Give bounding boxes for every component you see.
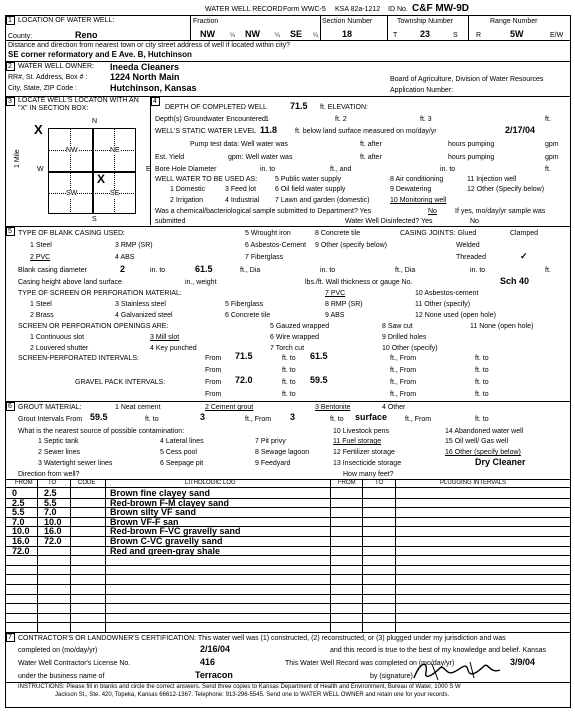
compass-e: E — [146, 166, 151, 173]
openings-label: SCREEN OR PERFORATION OPENINGS ARE: — [18, 323, 169, 330]
screen-11[interactable]: 11 Other (specify) — [415, 301, 471, 308]
log-row-line — [5, 622, 571, 623]
pump-hours: hours pumping — [448, 141, 495, 148]
quad-nw: NW — [66, 147, 78, 154]
quarter-2: ¼ — [275, 33, 281, 39]
true-text: and this record is true to the best of my knowledge and belief. Kansas — [330, 647, 546, 654]
township-t: T — [393, 32, 398, 39]
section-5-number: 5 — [8, 228, 12, 235]
quad-ne: NE — [110, 147, 120, 154]
contam-13[interactable]: 13 Insecticide storage — [333, 460, 402, 467]
submitted-label: submitted — [155, 218, 186, 225]
joints-clamped[interactable]: Clamped — [510, 230, 539, 237]
casing-label: TYPE OF BLANK CASING USED: — [18, 230, 125, 237]
gp-from[interactable]: 72.0 — [235, 375, 253, 385]
screen-12[interactable]: 12 None used (open hole) — [415, 312, 496, 319]
grout-ft-to-3: ft. to — [475, 416, 489, 423]
use-8[interactable]: 8 Air conditioning — [390, 176, 444, 183]
grout-1[interactable]: 1 Neat cement — [115, 404, 161, 411]
gauge-value[interactable]: Sch 40 — [500, 276, 530, 286]
screen-9[interactable]: 9 ABS — [325, 312, 345, 319]
fraction-2[interactable]: NW — [245, 29, 260, 39]
joints-threaded[interactable]: Threaded — [456, 254, 486, 261]
use-12[interactable]: 12 Other (Specify below) — [467, 186, 545, 193]
diameter-ft-dia-2: ft., Dia — [395, 267, 416, 274]
contam-6[interactable]: 6 Seepage pit — [160, 460, 204, 467]
ksa-number: KSA 82a-1212 — [335, 6, 381, 13]
sp-ft-to: ft. to — [282, 355, 296, 362]
use-6[interactable]: 6 Oil field water supply — [275, 186, 346, 193]
joints-welded[interactable]: Welded — [456, 242, 480, 249]
pump-ft-after: ft. after — [360, 141, 382, 148]
opening-1[interactable]: 1 Continuous slot — [30, 334, 85, 341]
compass-n: N — [92, 118, 98, 125]
diameter-label: Blank casing diameter — [18, 267, 87, 274]
location-mark-2[interactable]: X — [97, 172, 106, 186]
log-row-line — [5, 536, 571, 537]
static-date[interactable]: 2/17/04 — [505, 125, 536, 135]
form-number: Form WWC-5 — [283, 6, 326, 13]
log-to[interactable]: 7.0 — [44, 507, 57, 518]
grout-4[interactable]: 4 Other — [382, 404, 406, 411]
use-11[interactable]: 11 Injection well — [467, 176, 517, 183]
log-to[interactable]: 10.0 — [44, 516, 62, 527]
contam-11[interactable]: 11 Fuel storage — [333, 438, 382, 445]
record-text: This Water Well Record was completed on (mo/day/yr) — [285, 660, 455, 667]
yield-gpm: gpm: Well water was — [228, 154, 293, 161]
locate-label: LOCATE WELL'S LOCATON WITH AN "X" IN SECTION BOX: — [18, 97, 139, 112]
diameter-ft: ft. — [545, 267, 551, 274]
application-label: Application Number: — [390, 87, 454, 94]
log-row-line — [5, 498, 571, 499]
use-9[interactable]: 9 Dewatering — [390, 186, 432, 193]
static-text: ft. below land surface measured on mo/day/yr — [295, 128, 437, 135]
instructions-line-1: INSTRUCTIONS: Please fill in blanks and circle the correct answers. Send three copies to Kansas Department of Health and Environment, Bureau of Water, 1000 S W — [18, 684, 461, 690]
log-from[interactable]: 10.0 — [12, 526, 30, 537]
gp-to[interactable]: 59.5 — [310, 375, 328, 385]
sp-ft-to-4: ft. to — [475, 367, 489, 374]
bore-in-to: in. to — [260, 166, 276, 173]
groundwater-label: Depth(s) Groundwater Encountered — [155, 116, 266, 123]
record-date[interactable]: 3/9/04 — [510, 657, 536, 667]
yield-label: Est. Yield — [155, 154, 185, 161]
log-description[interactable]: Brown fine clayey sand — [110, 488, 211, 498]
sp-ft-to-2: ft. to — [475, 355, 489, 362]
direction-label: Direction from well? — [18, 471, 80, 478]
bore-label: Bore Hole Diameter — [155, 166, 217, 173]
section-number[interactable]: 18 — [342, 29, 353, 39]
log-description[interactable]: Red-brown F-VC gravelly sand — [110, 526, 241, 537]
chem-if: If yes, mo/day/yr sample was — [455, 208, 546, 215]
casing-2[interactable]: 2 PVC — [30, 254, 51, 261]
log-header-from: FROM — [15, 480, 33, 486]
use-5[interactable]: 5 Public water supply — [275, 176, 342, 183]
opening-5[interactable]: 5 Gauzed wrapped — [270, 323, 330, 330]
use-7[interactable]: 7 Lawn and garden (domestic) — [275, 197, 370, 204]
depth-value[interactable]: 71.5 — [290, 101, 308, 111]
threaded-check[interactable]: ✓ — [520, 251, 528, 261]
diameter-to[interactable]: 61.5 — [195, 264, 213, 274]
gravel-label: GRAVEL PACK INTERVALS: — [75, 379, 166, 386]
grout-from-2[interactable]: 3 — [290, 412, 296, 422]
log-description[interactable]: Red and green-gray shale — [110, 545, 221, 556]
log-row-line — [5, 526, 571, 527]
contam-1[interactable]: 1 Septic tank — [38, 438, 79, 445]
range-ew: E/W — [550, 32, 564, 39]
log-header-to-2: TO — [375, 480, 384, 486]
section-4-number: 4 — [153, 98, 157, 105]
section-2-number: 2 — [8, 63, 12, 70]
opening-7[interactable]: 7 Torch cut — [270, 345, 305, 352]
city-value[interactable]: Hutchinson, Kansas — [110, 83, 197, 93]
diameter-ft-dia: ft., Dia — [240, 267, 261, 274]
sp-ft-from: ft., From — [390, 355, 417, 362]
opening-11[interactable]: 11 None (open hole) — [470, 323, 534, 330]
log-to[interactable]: 5.5 — [44, 497, 57, 508]
opening-4[interactable]: 4 Key punched — [150, 345, 197, 352]
log-row-line — [5, 574, 571, 575]
location-label: LOCATION OF WATER WELL: — [18, 17, 115, 24]
height-weight: in., weight — [185, 279, 217, 286]
use-2[interactable]: 2 Irrigation — [170, 197, 204, 204]
contam-other-value[interactable]: Dry Cleaner — [475, 457, 526, 467]
grout-3[interactable]: 3 Bentonite — [315, 404, 351, 411]
gp-ft-from-2: ft., From — [390, 391, 417, 398]
log-description[interactable]: Red-brown F-M clayey sand — [110, 497, 230, 508]
log-from[interactable]: 72.0 — [12, 545, 30, 556]
contam-9[interactable]: 9 Feedyard — [255, 460, 291, 467]
section-1-number: 1 — [8, 17, 12, 24]
grout-intervals-label: Grout Intervals From — [18, 416, 83, 423]
owner-label: WATER WELL OWNER: — [18, 63, 94, 70]
opening-8[interactable]: 8 Saw cut — [382, 323, 413, 330]
compass-w: W — [37, 166, 44, 173]
contam-14[interactable]: 14 Abandoned water well — [445, 428, 524, 435]
log-from[interactable]: 0 — [12, 488, 18, 498]
casing-6[interactable]: 6 Asbestos-Cement — [245, 242, 307, 249]
grout-2[interactable]: 2 Cement grout — [205, 404, 254, 411]
log-row-line — [5, 555, 571, 556]
fraction-label: Fraction — [193, 18, 219, 25]
form-title: WATER WELL RECORD — [205, 6, 283, 13]
screen-label: TYPE OF SCREEN OR PERFORATION MATERIAL: — [18, 290, 182, 297]
certification-text: CONTRACTOR'S OR LANDOWNER'S CERTIFICATION: This water well was (1) constructed, (2) reconstructed, or (3) plugged under my jurisdiction and was — [18, 635, 506, 642]
casing-3[interactable]: 3 RMP (SR) — [115, 242, 153, 249]
log-description[interactable]: Brown silty VF sand — [110, 507, 197, 518]
township-s: S — [453, 32, 458, 39]
quarter-3: ¼ — [313, 33, 319, 39]
grout-to[interactable]: 3 — [200, 412, 206, 422]
screen-5[interactable]: 5 Fiberglass — [225, 301, 264, 308]
elevation-label: ft. ELEVATION: — [320, 104, 368, 111]
casing-5[interactable]: 5 Wrought iron — [245, 230, 291, 237]
log-to[interactable]: 72.0 — [44, 536, 62, 546]
county-label: County: — [8, 33, 33, 40]
gp-ft-to: ft. to — [282, 379, 296, 386]
quarter-1: ¼ — [230, 33, 236, 39]
township-label: Township Number — [397, 18, 454, 25]
use-10[interactable]: 10 Monitoring well — [390, 197, 447, 204]
log-header-litho: LITHOLOGIC LOG — [185, 480, 236, 486]
township-number[interactable]: 23 — [420, 29, 431, 39]
pump-label: Pump test data: Well water was — [190, 141, 288, 148]
signature[interactable] — [410, 658, 505, 684]
screen-2[interactable]: 2 Brass — [30, 312, 54, 319]
location-mark-1[interactable]: X — [34, 122, 43, 137]
grout-to-2[interactable]: surface — [355, 412, 388, 422]
quad-sw: SW — [66, 190, 78, 197]
id-label: ID No. — [388, 6, 408, 13]
diameter-value[interactable]: 2 — [120, 264, 126, 274]
gp-ft-to-2: ft. to — [475, 379, 489, 386]
sp-ft-from-2: ft., From — [390, 367, 417, 374]
instructions-line-2: Jackson St., Ste. 420, Topeka, Kansas 66612-1367. Telephone: 913-296-5545. Send one to WATER WELL OWNER and retain one for your records. — [55, 692, 450, 698]
gp-from-label-2: From — [205, 391, 222, 398]
casing-4[interactable]: 4 ABS — [115, 254, 135, 261]
log-description[interactable]: Brown C-VC gravelly sand — [110, 536, 223, 546]
opening-3[interactable]: 3 Mill slot — [150, 334, 180, 341]
license-label: Water Well Contractor's License No. — [18, 660, 131, 667]
chem-no[interactable]: No — [428, 208, 437, 215]
casing-7[interactable]: 7 Fiberglass — [245, 254, 284, 261]
screen-10[interactable]: 10 Asbestos-cement — [415, 290, 479, 297]
casing-8[interactable]: 8 Concrete tile — [315, 230, 361, 237]
yield-gpm-2: gpm — [545, 154, 559, 161]
business-label: under the business name of — [18, 673, 105, 680]
howmany-label: How many feet? — [343, 471, 394, 478]
gauge-label: lbs./ft. Wall thickness or gauge No. — [305, 279, 413, 286]
yield-hours: hours pumping — [448, 154, 495, 161]
grout-from[interactable]: 59.5 — [90, 412, 108, 422]
static-value[interactable]: 11.8 — [260, 125, 278, 135]
diameter-in-to-2: in. to — [320, 267, 336, 274]
screen-6[interactable]: 6 Concrete tile — [225, 312, 271, 319]
grout-ft-to: ft. to — [145, 416, 159, 423]
contam-4[interactable]: 4 Lateral lines — [160, 438, 204, 445]
city-label: City, State, ZIP Code : — [8, 85, 77, 92]
contam-7[interactable]: 7 Pit privy — [255, 438, 286, 445]
contamination-label: What is the nearest source of possible contamination: — [18, 428, 185, 435]
grout-label: GROUT MATERIAL: — [18, 404, 82, 411]
log-row-line — [5, 517, 571, 518]
sp-from[interactable]: 71.5 — [235, 351, 253, 361]
opening-9[interactable]: 9 Drilled holes — [382, 334, 427, 341]
contam-15[interactable]: 15 Oil well/ Gas well — [445, 438, 509, 445]
bore-ft-and: ft., and — [330, 166, 352, 173]
mile-label: 1 Mile — [14, 149, 21, 168]
log-header-code: CODE — [78, 480, 96, 486]
log-row-line — [5, 584, 571, 585]
quad-se: SE — [110, 190, 120, 197]
screen-intervals-label: SCREEN-PERFORATED INTERVALS: — [18, 355, 139, 362]
sp-from-label-2: From — [205, 367, 222, 374]
log-header-plugging: PLUGGING INTERVALS — [440, 480, 507, 486]
board-text: Board of Agriculture, Division of Water Resources — [390, 76, 544, 83]
opening-10[interactable]: 10 Other (specify) — [382, 345, 438, 352]
yield-ft-after: ft. after — [360, 154, 382, 161]
opening-6[interactable]: 6 Wire wrapped — [270, 334, 320, 341]
section-6-number: 6 — [8, 403, 12, 410]
contam-12[interactable]: 12 Fertilizer storage — [333, 449, 395, 456]
section-3-number: 3 — [8, 98, 12, 105]
groundwater-3: ft. 3 — [420, 116, 432, 123]
diameter-in-to-3: in. to — [470, 267, 486, 274]
diameter-in-to: in. to — [150, 267, 166, 274]
section-number-label: Section Number — [322, 18, 373, 25]
grout-ft-from-2: ft., From — [405, 416, 432, 423]
log-row-line — [5, 594, 571, 595]
use-3[interactable]: 3 Feed lot — [225, 186, 257, 193]
groundwater-1: 1 — [265, 116, 269, 123]
gp-from-label: From — [205, 379, 222, 386]
log-row-line — [5, 507, 571, 508]
log-header-to: TO — [48, 480, 57, 486]
groundwater-2: ft. 2 — [335, 116, 347, 123]
log-row-line — [5, 565, 571, 566]
log-to[interactable]: 16.0 — [44, 526, 62, 537]
license-value[interactable]: 416 — [200, 657, 216, 667]
screen-1[interactable]: 1 Steel — [30, 301, 52, 308]
depth-label: DEPTH OF COMPLETED WELL — [165, 104, 267, 111]
screen-8[interactable]: 8 RMP (SR) — [325, 301, 363, 308]
range-number[interactable]: 5W — [510, 29, 524, 39]
id-value: C&F MW-9D — [412, 3, 470, 14]
contam-3[interactable]: 3 Watertight sewer lines — [38, 460, 113, 467]
use-4[interactable]: 4 Industrial — [225, 197, 260, 204]
section-7-number: 7 — [8, 634, 12, 641]
joints-label: CASING JOINTS: Glued — [400, 230, 477, 237]
screen-3[interactable]: 3 Stainless steel — [115, 301, 166, 308]
contam-2[interactable]: 2 Sewer lines — [38, 449, 81, 456]
log-row-line — [5, 613, 571, 614]
height-label: Casing height above land surface — [18, 279, 122, 286]
use-1[interactable]: 1 Domestic — [170, 186, 206, 193]
distance-label: Distance and direction from nearest town or city street address of well if located within city? — [8, 42, 291, 49]
range-label: Range Number — [490, 18, 538, 25]
address-label: RR#, St. Address, Box # : — [8, 74, 88, 81]
opening-2[interactable]: 2 Louvered shutter — [30, 345, 89, 352]
county-value[interactable]: Reno — [75, 30, 98, 40]
chem-label: Was a chemical/bacteriological sample submitted to Department? Yes — [155, 208, 372, 215]
bore-in-to-2: in. to — [440, 166, 456, 173]
sp-to[interactable]: 61.5 — [310, 351, 328, 361]
fraction-3[interactable]: SE — [290, 29, 303, 39]
owner-value[interactable]: Ineeda Cleaners — [110, 62, 180, 72]
log-row-line — [5, 603, 571, 604]
completed-date[interactable]: 2/16/04 — [200, 644, 231, 654]
log-from[interactable]: 16.0 — [12, 536, 30, 546]
static-label: WELL'S STATIC WATER LEVEL — [155, 128, 257, 135]
compass-s: S — [92, 216, 97, 223]
log-description[interactable]: Brown VF-F san — [110, 516, 179, 527]
use-label: WELL WATER TO BE USED AS: — [155, 176, 258, 183]
completed-label: completed on (mo/day/yr) — [18, 647, 98, 654]
signature-label: by (signature) — [370, 673, 413, 680]
pump-gpm: gpm — [545, 141, 559, 148]
screen-4[interactable]: 4 Galvanized steel — [115, 312, 173, 319]
log-row-line — [5, 546, 571, 547]
contam-5[interactable]: 5 Cess pool — [160, 449, 197, 456]
log-from[interactable]: 7.0 — [12, 516, 25, 527]
casing-1[interactable]: 1 Steel — [30, 242, 52, 249]
sp-from-label: From — [205, 355, 222, 362]
grout-ft-to-2: ft. to — [330, 416, 344, 423]
groundwater-ft: ft. — [545, 116, 551, 123]
gp-ft-to-3: ft. to — [282, 391, 296, 398]
log-header-from-2: FROM — [338, 480, 356, 486]
contam-10[interactable]: 10 Livestock pens — [333, 428, 390, 435]
contam-8[interactable]: 8 Sewage lagoon — [255, 449, 310, 456]
log-to[interactable]: 2.5 — [44, 488, 57, 498]
disinfected-no[interactable]: No — [470, 218, 479, 225]
bore-ft: ft. — [545, 166, 551, 173]
casing-9[interactable]: 9 Other (specify below) — [315, 242, 387, 249]
fraction-1[interactable]: NW — [200, 29, 215, 39]
distance-value[interactable]: SE corner reformatory and E Ave. B, Hutchinson — [8, 50, 192, 59]
range-r: R — [476, 32, 482, 39]
sp-ft-to-3: ft. to — [282, 367, 296, 374]
log-from[interactable]: 2.5 — [12, 497, 25, 508]
log-from[interactable]: 5.5 — [12, 507, 25, 518]
gp-ft-to-4: ft. to — [475, 391, 489, 398]
address-value[interactable]: 1224 North Main — [110, 72, 180, 82]
grout-ft-from: ft., From — [245, 416, 272, 423]
screen-7[interactable]: 7 PVC — [325, 290, 346, 297]
business-value[interactable]: Terracon — [195, 670, 233, 680]
disinfected-label: Water Well Disinfected? Yes — [345, 218, 433, 225]
contam-16[interactable]: 16 Other (specify below) — [445, 449, 521, 456]
gp-ft-from: ft., From — [390, 379, 417, 386]
